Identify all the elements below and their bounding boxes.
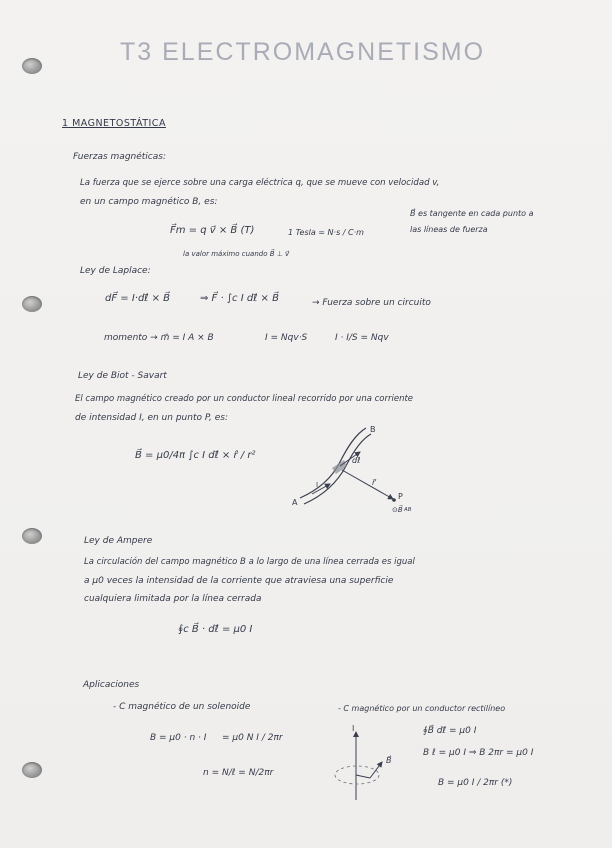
solenoid-formula-1: B = μ0 · n · I <box>150 733 207 743</box>
fuerzas-text-line1: La fuerza que se ejerce sobre una carga eléctrica q, que se mueve con velocidad v, <box>80 178 440 188</box>
conductor-formula-2: B ℓ = μ0 I ⇒ B 2πr = μ0 I <box>423 748 534 758</box>
point-a-label: A <box>292 498 298 507</box>
tesla-unit: 1 Tesla = N·s / C·m <box>288 228 364 237</box>
conductor-formula-3: B = μ0 I / 2πr (*) <box>438 778 513 788</box>
tangent-note-line1: B⃗ es tangente en cada punto a <box>410 209 534 218</box>
dl-label: dℓ⃗ <box>352 456 361 465</box>
ampere-text-line2: a μ0 veces la intensidad de la corriente que atraviesa una superficie <box>84 576 394 586</box>
circuit-force-formula: ⇒ F⃗ · ∫c I dℓ⃗ × B⃗ <box>200 293 279 304</box>
solenoid-figure-field: B⃗ <box>386 756 392 765</box>
tangent-note-line2: las líneas de fuerza <box>410 225 488 234</box>
biot-savart-formula: B⃗ = μ0/4π ∫c I dℓ⃗ × r̂ / r² <box>135 450 256 461</box>
page-title: T3 ELECTROMAGNETISMO <box>120 38 486 66</box>
moment-formula: momento → m⃗ = I A × B <box>104 333 214 343</box>
ampere-text-line1: La circulación del campo magnético B a lo largo de una línea cerrada es igual <box>84 557 415 567</box>
ampere-text-line3: cualquiera limitada por la línea cerrada <box>84 594 262 604</box>
r-vector-label: r⃗ <box>372 478 376 487</box>
fuerzas-heading: Fuerzas magnéticas: <box>73 152 166 162</box>
current-formula: I = Nqv·S <box>265 333 308 343</box>
field-at-p-label: ⊙B⃗ <box>392 506 403 514</box>
ampere-formula: ∮c B⃗ · dℓ⃗ = μ0 I <box>178 624 253 635</box>
biot-text-line2: de intensidad I, en un punto P, es: <box>75 413 229 423</box>
laplace-formula: dF⃗ = I·dℓ⃗ × B⃗ <box>105 293 171 304</box>
laplace-heading: Ley de Laplace: <box>80 266 151 276</box>
section-heading: 1 MAGNETOSTÁTICA <box>62 118 166 129</box>
solenoid-figure-current: I <box>352 724 355 733</box>
conductor-formula-1: ∮B⃗ dℓ⃗ = μ0 I <box>423 726 477 736</box>
applications-heading: Aplicaciones <box>83 680 140 690</box>
current-density-formula: I · I/S = Nqv <box>335 333 389 343</box>
ampere-heading: Ley de Ampere <box>84 536 153 546</box>
conductor-item: - C magnético por un conductor rectilíneo <box>338 704 506 713</box>
point-p-label: P <box>398 492 403 501</box>
current-label: I <box>316 481 319 489</box>
solenoid-item: - C magnético de un solenoide <box>113 702 251 712</box>
lorentz-formula: F⃗m = q v⃗ × B⃗ (T) <box>170 225 255 236</box>
biot-savart-heading: Ley de Biot - Savart <box>78 371 167 381</box>
solenoid-formula-2: = μ0 N I / 2πr <box>222 733 283 743</box>
point-b-label: B <box>370 425 376 434</box>
fuerzas-text-line2: en un campo magnético B, es: <box>80 197 218 207</box>
ab-subscript: AB <box>404 507 412 513</box>
max-value-note: la valor máximo cuando B⃗ ⊥ v⃗ <box>183 250 290 258</box>
biot-text-line1: El campo magnético creado por un conductor lineal recorrido por una corriente <box>75 394 414 404</box>
circuit-force-note: → Fuerza sobre un circuito <box>312 298 431 308</box>
solenoid-formula-3: n = N/ℓ = N/2πr <box>203 768 274 778</box>
